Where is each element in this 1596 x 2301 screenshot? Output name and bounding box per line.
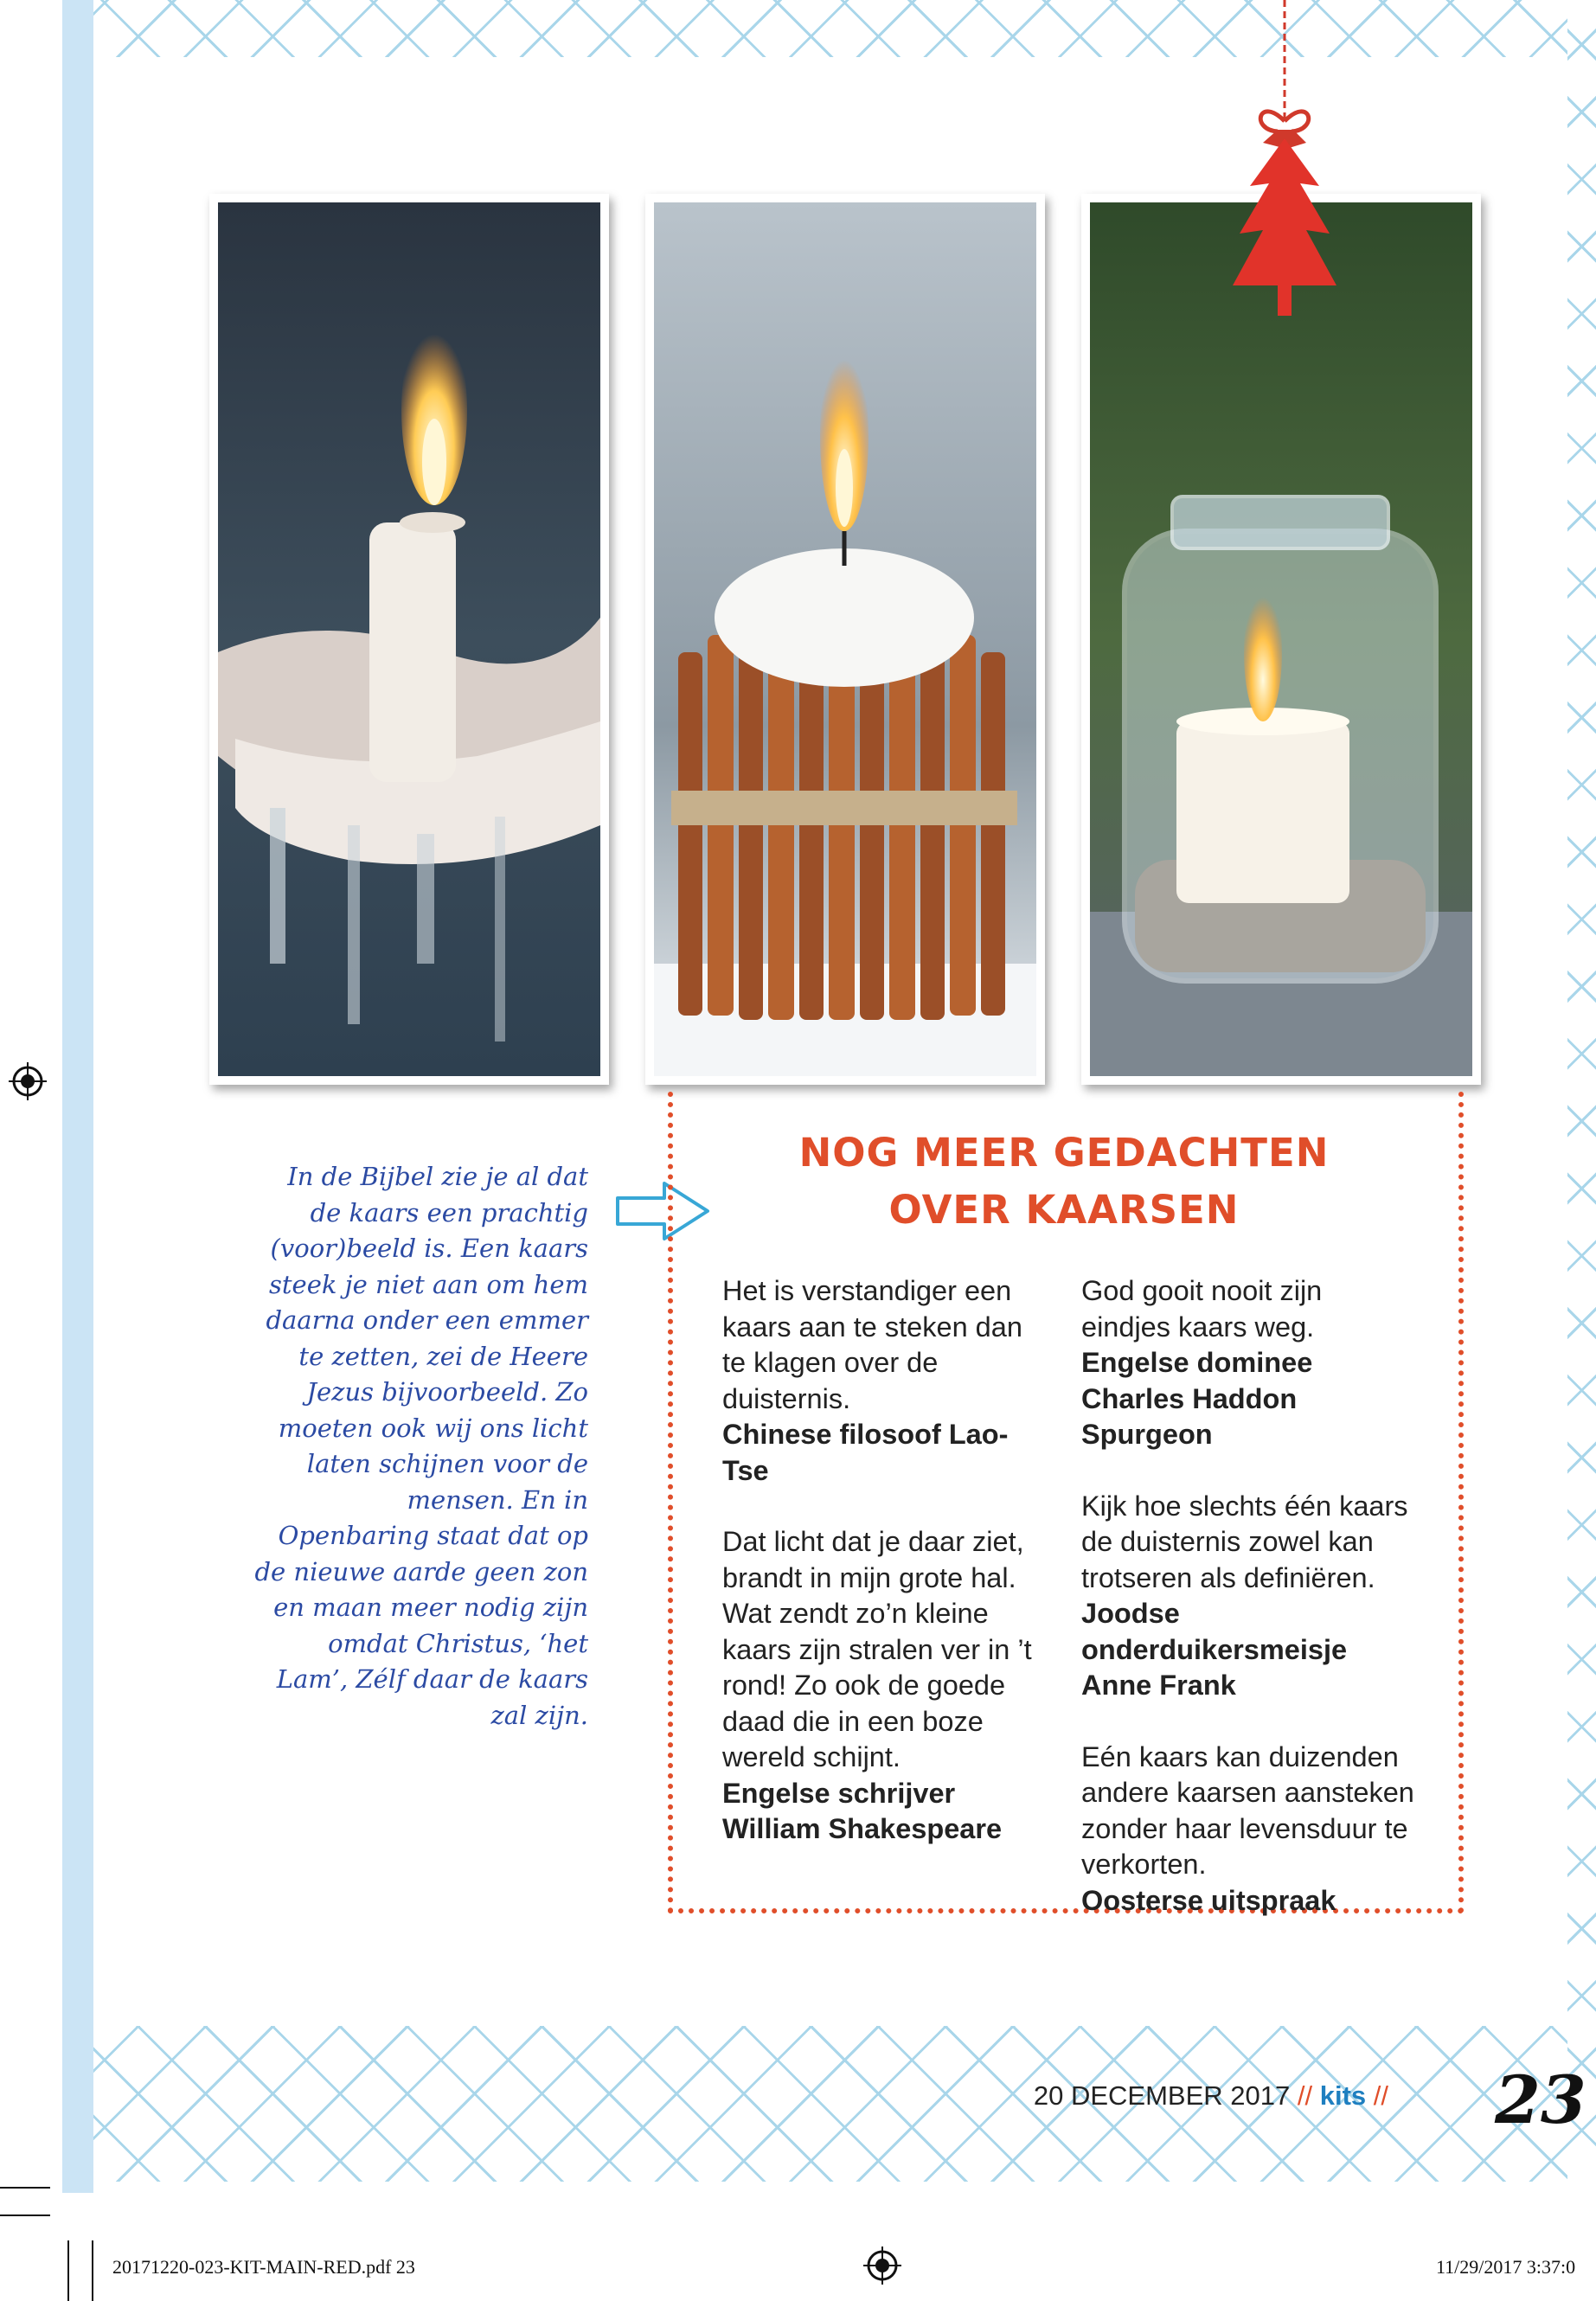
quote-item [1081,1740,1419,1920]
quote-author: Engelse dominee Charles Haddon Spurgeon [1081,1347,1313,1450]
crop-mark [67,2240,69,2301]
quote-item [1081,1273,1419,1453]
crop-mark [0,2187,50,2189]
print-timestamp: 11/29/2017 3:37:0 [1436,2256,1576,2278]
candle-in-hand-image [218,202,600,1076]
footer-separator: // [1297,2080,1313,2111]
quotes-column-right [1081,1273,1419,1954]
candle-in-jar-image [1090,202,1472,1076]
photo-candle-cinnamon [645,194,1045,1085]
quote-item [722,1273,1042,1489]
quote-author: Joodse onderduikersmeisje Anne Frank [1081,1598,1348,1701]
quote-author: Chinese filosoof Lao-Tse [722,1419,1009,1486]
quote-text: Het is verstandiger een kaars aan te steken dan te klagen over de duisternis. [722,1275,1022,1414]
quote-item [722,1524,1042,1848]
lattice-pattern-top [93,0,1596,57]
quote-text: Eén kaars kan duizenden andere kaarsen aansteken zonder haar levensduur te verkorten. [1081,1740,1414,1880]
page-number: 23 [1495,2061,1586,2138]
page-spine [62,0,93,2193]
crop-mark [0,2214,50,2216]
candle-cinnamon-image [654,202,1036,1076]
print-file-info: 20171220-023-KIT-MAIN-RED.pdf 23 [112,2256,415,2278]
photo-candle-in-hand [209,194,609,1085]
quote-text: Dat licht dat je daar ziet, brandt in mijn grote hal. Wat zendt zo’n kleine kaars zijn stralen ver in ’t rond! Zo ook de goede daad die in een boze wereld schijnt. [722,1526,1032,1772]
christmas-tree-ornament-icon [1224,0,1336,320]
footer-date: 20 DECEMBER 2017 [1033,2080,1291,2111]
lattice-pattern-right [1567,0,1596,2182]
quotes-box-title [761,1125,1367,1239]
quote-author: Engelse schrijver William Shakespeare [722,1777,1003,1844]
quote-text: Kijk hoe slechts één kaars de duisternis zowel kan trotseren als definiëren. [1081,1490,1408,1593]
photo-candle-in-jar [1081,194,1481,1085]
quotes-title-line2: OVER KAARSEN [888,1187,1240,1233]
registration-mark-icon-bottom [863,2247,901,2285]
crop-mark [92,2240,93,2301]
registration-mark-icon [9,1062,47,1100]
footer-brand: kits [1319,2080,1367,2111]
quote-author: Oosterse uitspraak [1081,1884,1336,1916]
footer-separator-2: // [1373,2080,1388,2111]
quotes-column-left [722,1273,1042,1883]
intro-handwritten-text: In de Bijbel zie je al dat de kaars een prachtig (voor)beeld is. Een kaars steek je niet aan om hem daarna onder een emmer te zetten, zei de Heere Jezus bijvoorbeeld. Zo moeten ook wij ons licht laten schijnen voor de mensen. En in Openbaring staat dat op de nieuwe aarde geen zon en maan meer nodig zijn omdat Christus, ‘het Lam’, Zélf daar de kaars zal zijn. [254,1162,588,1730]
quote-item [1081,1489,1419,1704]
page-footer [1034,2080,1388,2112]
quotes-title-line1: NOG MEER GEDACHTEN [798,1130,1330,1176]
quote-text: God gooit nooit zijn eindjes kaars weg. [1081,1275,1323,1343]
